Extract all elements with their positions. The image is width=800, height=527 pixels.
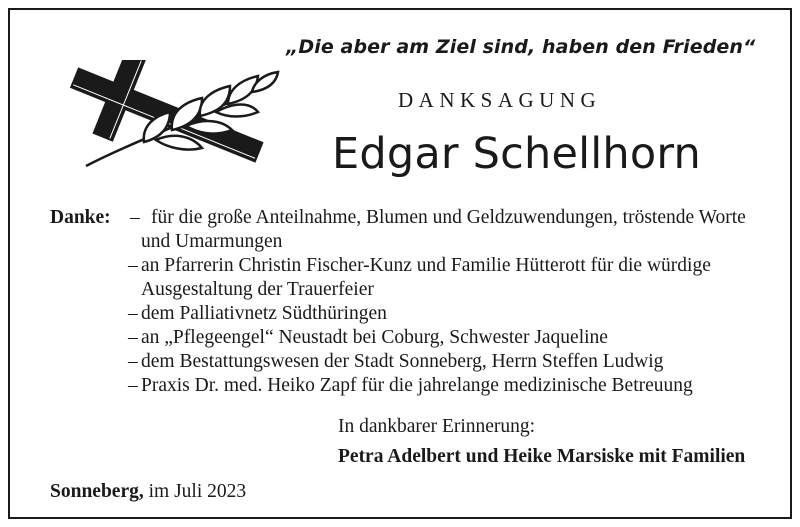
thanks-item-text: an Pfarrerin Christin Fischer-Kunz und Familie Hütterott für die würdige: [141, 255, 711, 276]
place: Sonneberg,: [50, 481, 144, 502]
thanks-item-text: Praxis Dr. med. Heiko Zapf für die jahrelange medizinische Betreuung: [141, 375, 693, 396]
thanks-item-text: an „Pflegeengel“ Neustadt bei Coburg, Schwester Jaqueline: [141, 327, 608, 348]
heading-danksagung: DANKSAGUNG: [398, 88, 602, 112]
list-dash: –: [130, 207, 140, 228]
thanks-item-text: Ausgestaltung der Trauerfeier: [141, 279, 374, 300]
list-dash: –: [128, 327, 138, 348]
date: im Juli 2023: [148, 481, 247, 502]
thanks-item-text: dem Bestattungswesen der Stadt Sonneberg, Herrn Steffen Ludwig: [141, 351, 664, 372]
cross-with-palm-branch-icon: [46, 60, 282, 170]
thanks-item-3: [50, 302, 780, 326]
list-dash: –: [128, 351, 138, 372]
thanks-label: Danke:: [50, 207, 111, 228]
place-and-date: [50, 481, 246, 503]
thanks-section: [50, 206, 780, 398]
thanks-item-text: für die große Anteilnahme, Blumen und Geldzuwendungen, tröstende Worte: [151, 207, 746, 228]
signatories: Petra Adelbert und Heike Marsiske mit Familien: [338, 446, 746, 467]
thanks-item-4: [50, 326, 780, 350]
list-dash: –: [128, 255, 138, 276]
thanks-item-1-line-1: [50, 206, 780, 230]
list-dash: –: [128, 303, 138, 324]
thanks-item-2-line-2: [50, 278, 780, 302]
closing-line: In dankbarer Erinnerung:: [338, 416, 536, 437]
thanks-item-6: [50, 374, 780, 398]
thanks-item-text: dem Palliativnetz Südthüringen: [141, 303, 387, 324]
thanks-item-text: und Umarmungen: [141, 231, 283, 252]
bible-quote: „Die aber am Ziel sind, haben den Frieden“: [286, 36, 756, 58]
thanks-item-2-line-1: [50, 254, 780, 278]
thanks-item-5: [50, 350, 780, 374]
obituary-notice: [8, 8, 792, 519]
list-dash: –: [128, 375, 138, 396]
thanks-item-1-line-2: [50, 230, 780, 254]
deceased-name: Edgar Schellhorn: [332, 129, 701, 179]
